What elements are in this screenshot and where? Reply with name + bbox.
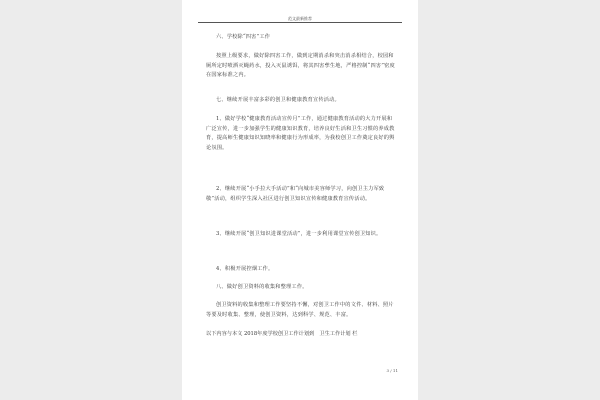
paragraph-smoking-control: 4、积极开展控烟工作。 bbox=[216, 266, 274, 272]
page-header bbox=[198, 16, 402, 26]
header-rule bbox=[198, 22, 402, 23]
paragraph-classroom: 3、继续开展“创卫知识进课堂活动”，进一步利用课堂宣传创卫知识。 bbox=[216, 231, 382, 237]
paragraph-materials: 创卫资料的收集和整理工作要坚持不懈，对创卫工作中的文件、材料、照片等要及时收集、整理，使创卫资料，达到科学、规范、丰富。 bbox=[206, 302, 394, 318]
header-title: 范文最新推荐 bbox=[285, 16, 315, 22]
page-number: 3 / 11 bbox=[386, 368, 398, 373]
document-page bbox=[182, 0, 418, 400]
paragraph-small-hands: 2、继续开展“小手拉大手活动”和“向城市美容师学习，向创卫主力军致敬”活动，组织学生深入社区进行创卫知识宣传和健康教育宣传活动。 bbox=[206, 186, 385, 202]
section-heading-6: 六、学校除“四害”工作 bbox=[216, 34, 271, 40]
paragraph-pest-control: 按照上级要求，做好除四害工作，做到定期消杀和突击消杀相结合，校园和厕所定时喷洒灭蝇药水，投入灭鼠诱饵，将其四害孳生地，严格控制“四害”密度在国家标准之内。 bbox=[206, 53, 395, 79]
section-heading-7: 七、继续开展丰富多彩的创卫和健康教育宣传活动。 bbox=[216, 97, 340, 103]
related-content-link[interactable]: 以下内容与本文 2018年度学校创卫工作计划到 卫生工作计划 栏 bbox=[206, 331, 358, 337]
section-heading-8: 八、做好创卫资料的收集和整理工作。 bbox=[216, 284, 308, 290]
paragraph-health-month: 1、做好学校“健康教育活动宣传月”工作，通过健康教育活动的大力开展和广泛宣传，进一步加强学生的健康知识教育，培养良好生活和卫生习惯的养成教育，提高师生健康知识知晓率和健康行为形成率，为我校创卫工作奠定良好的舆论氛围。 bbox=[206, 116, 395, 151]
